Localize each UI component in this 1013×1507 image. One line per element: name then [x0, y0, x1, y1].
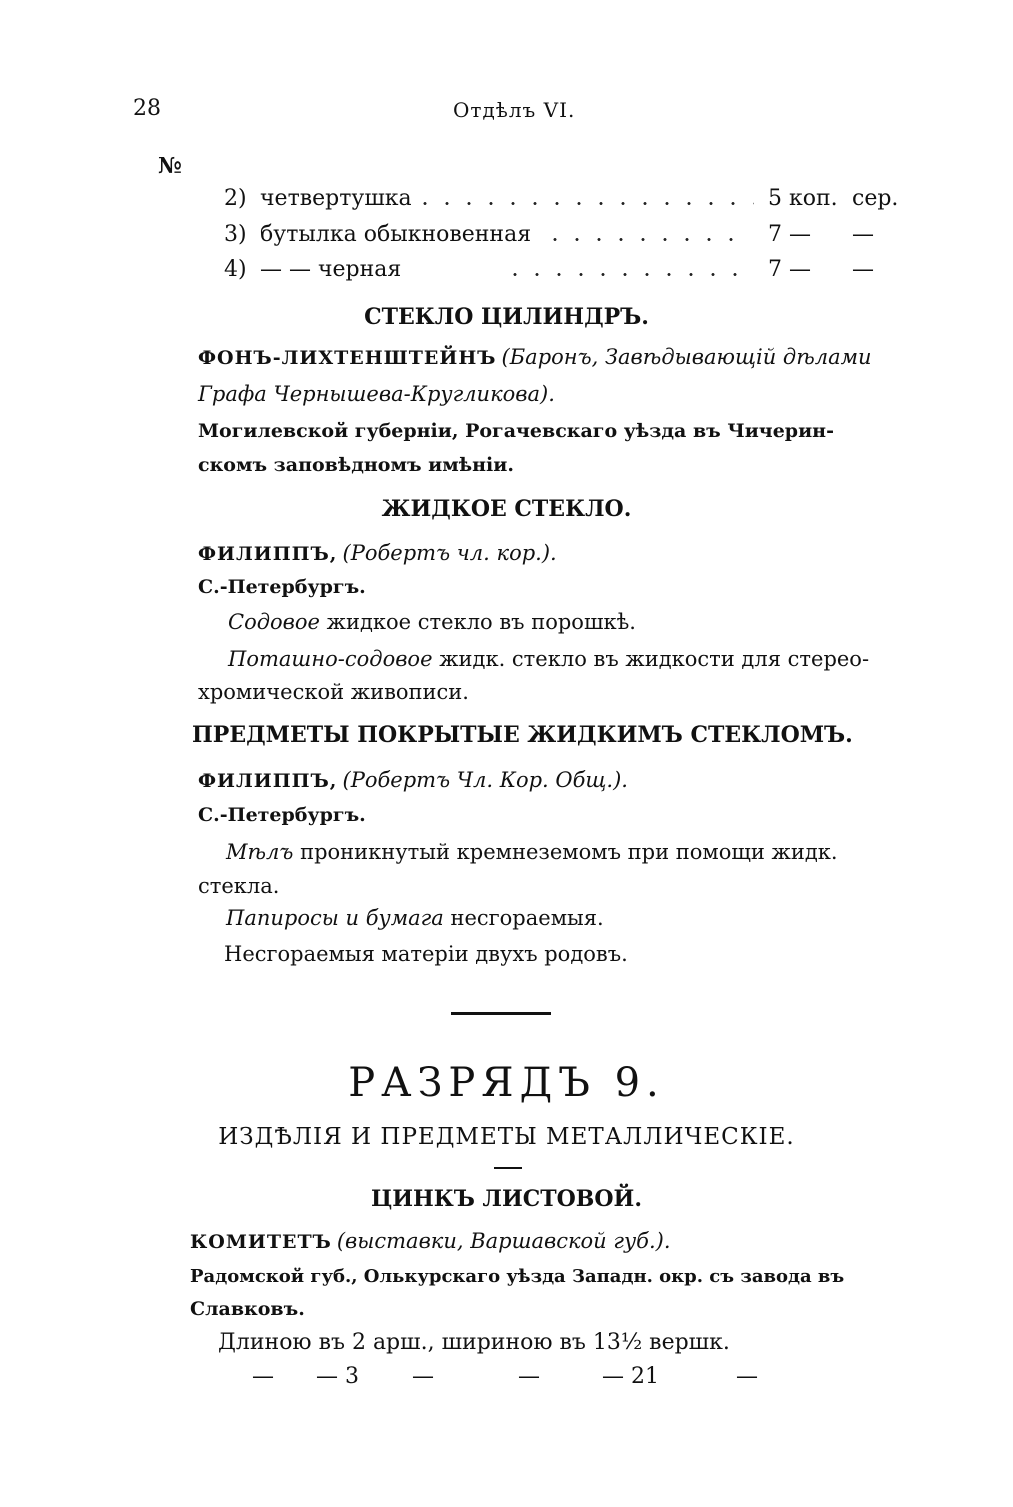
dimension-dash: —: [252, 1364, 274, 1389]
exhibitor-role: (Робертъ Чл. Кор. Общ.).: [342, 768, 628, 792]
exhibitor-location: Радомской губ., Олькурскаго уѣзда Западн. окр. съ завода въ: [190, 1266, 845, 1287]
section-divider: [451, 1012, 551, 1015]
price-row-number: 2): [224, 186, 247, 211]
dimension-value: — 3: [316, 1364, 359, 1389]
exhibitor-role: (выставки, Варшавской губ.).: [336, 1229, 671, 1253]
price-row-price: 5 коп.: [768, 186, 838, 211]
exhibit-item-text: жидкое стекло въ порошкѣ.: [326, 610, 636, 634]
exhibit-item-continued: стекла.: [198, 874, 280, 898]
category-subtitle: ИЗДѢЛІЯ И ПРЕДМЕТЫ МЕТАЛЛИЧЕСКІЕ.: [218, 1124, 795, 1150]
exhibit-item: [226, 906, 604, 930]
exhibitor-location: Могилевской губерніи, Рогачевскаго уѣзда въ Чичерин-: [198, 420, 834, 442]
exhibitor-role: (Баронъ, Завѣдывающій дѣлами: [501, 345, 872, 369]
leader-dots: [544, 238, 744, 241]
short-rule: [494, 1167, 522, 1169]
price-row: [224, 186, 899, 220]
exhibitor-name: ФИЛИППЪ,: [198, 770, 338, 792]
price-row-description: — — черная: [260, 257, 402, 282]
dimension-dash: —: [518, 1364, 540, 1389]
dimension-line: Длиною въ 2 арш., шириною въ 13½ вершк.: [218, 1330, 730, 1355]
running-head: Отдѣлъ VI.: [453, 98, 576, 122]
price-row: [224, 222, 896, 256]
exhibit-item: [226, 840, 838, 864]
exhibit-item-italic: Мѣлъ: [226, 840, 294, 864]
exhibit-item-text: проникнутый кремнеземомъ при помощи жидк.: [300, 840, 838, 864]
exhibitor-location-continued: Славковъ.: [190, 1298, 305, 1320]
exhibit-item-continued: хромической живописи.: [198, 680, 469, 704]
section-heading-zinc: ЦИНКЪ ЛИСТОВОЙ.: [370, 1186, 643, 1212]
leader-dots: [504, 273, 754, 276]
exhibitor-location: С.-Петербургъ.: [198, 576, 366, 598]
exhibitor-role-continued: Графа Чернышева-Кругликова).: [198, 382, 555, 406]
price-row-unit: —: [852, 257, 874, 282]
exhibit-item-text: несгораемыя.: [450, 906, 604, 930]
dimension-value: — 21: [602, 1364, 659, 1389]
price-row-price: 7 —: [768, 257, 811, 282]
exhibit-item-italic: Папиросы и бумага: [226, 906, 444, 930]
exhibitor-entry: [198, 768, 628, 792]
category-title: РАЗРЯДЪ 9.: [348, 1060, 665, 1106]
exhibitor-entry: [190, 1229, 671, 1253]
price-row-unit: —: [852, 222, 874, 247]
exhibitor-location-continued: скомъ заповѣдномъ имѣніи.: [198, 454, 514, 476]
page-number: 28: [133, 96, 161, 121]
price-row-number: 3): [224, 222, 247, 247]
numero-sign: №: [158, 153, 182, 179]
exhibitor-entry: [198, 541, 557, 565]
exhibitor-name: ФИЛИППЪ,: [198, 543, 338, 565]
exhibit-item-italic: Содовое: [228, 610, 320, 634]
section-heading-coated-items: ПРЕДМЕТЫ ПОКРЫТЫЕ ЖИДКИМЪ СТЕКЛОМЪ.: [192, 722, 853, 748]
exhibit-item: [228, 610, 636, 634]
price-row-unit: сер.: [852, 186, 899, 211]
exhibit-item-italic: Поташно-содовое: [228, 647, 433, 671]
exhibitor-location: С.-Петербургъ.: [198, 804, 366, 826]
price-row: [224, 257, 896, 291]
dimension-dash: —: [412, 1364, 434, 1389]
leader-dots: [414, 202, 754, 205]
section-heading-cylinder-glass: СТЕКЛО ЦИЛИНДРЪ.: [364, 304, 649, 330]
exhibitor-role: (Робертъ чл. кор.).: [342, 541, 557, 565]
price-row-description: бутылка обыкновенная: [260, 222, 532, 247]
exhibit-item: Несгораемыя матеріи двухъ родовъ.: [224, 942, 628, 966]
exhibit-item: [228, 647, 869, 671]
price-row-price: 7 —: [768, 222, 811, 247]
dimension-dash: —: [736, 1364, 758, 1389]
exhibit-item-text: жидк. стекло въ жидкости для стерео-: [439, 647, 870, 671]
exhibitor-name: КОМИТЕТЪ: [190, 1231, 332, 1253]
exhibitor-name: ФОНЪ-ЛИХТЕНШТЕЙНЪ: [198, 347, 497, 369]
price-row-description: четвертушка: [260, 186, 412, 211]
price-row-number: 4): [224, 257, 247, 282]
exhibitor-entry: [198, 345, 872, 369]
section-heading-liquid-glass: ЖИДКОЕ СТЕКЛО.: [381, 496, 632, 522]
